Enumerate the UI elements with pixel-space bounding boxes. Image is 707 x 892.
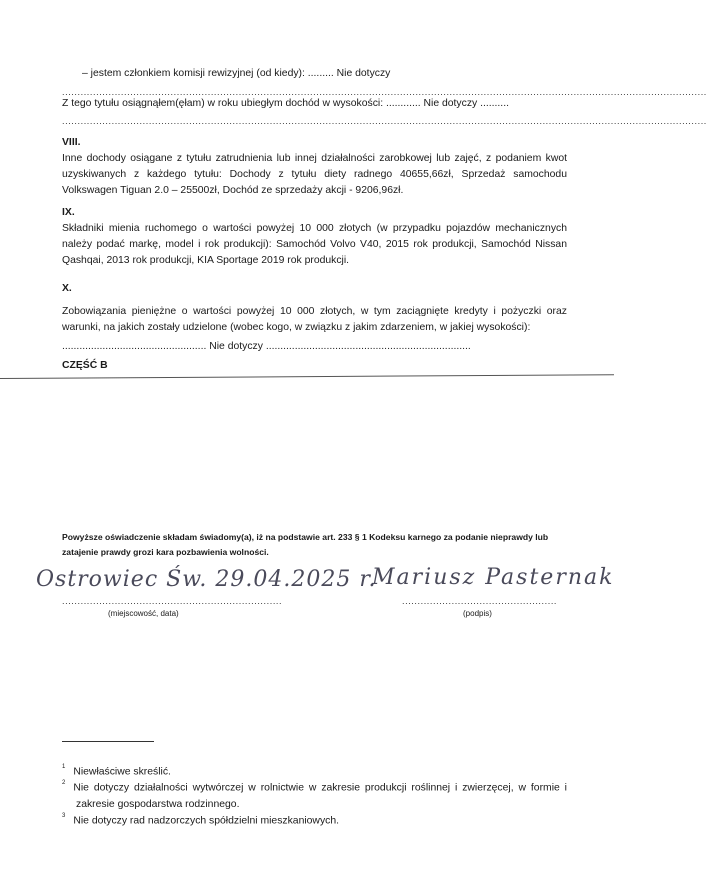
revision-member-line: – jestem członkiem komisji rewizyjnej (od kiedy): ......... Nie dotyczy (82, 68, 391, 79)
place-date-caption: (miejscowość, data) (108, 609, 179, 618)
section-x-body: Zobowiązania pieniężne o wartości powyżej 10 000 złotych, w tym zaciągnięte kredyty i pożyczki oraz warunki, na jakich zostały udzielone (wobec kogo, w związku z jakim zdarzeniem, w jakiej wysokości): (62, 306, 567, 333)
handwritten-place-date: Ostrowiec Św. 29.04.2025 r. (36, 567, 377, 592)
section-ix-body: Składniki mienia ruchomego o wartości powyżej 10 000 złotych (w przypadku pojazdów mechanicznych należy podać markę, model i rok produkcji): Samochód Volvo V40, 2015 rok produkcji, Samochód Nissan Qashqai, 2013 rok produkcji, KIA Sportage 2019 rok produkcji. (62, 223, 567, 266)
section-x-heading: X. (62, 283, 72, 294)
signature-caption: (podpis) (463, 609, 492, 618)
dotted-fill-line: ................................................................................................................................................................................................................ (62, 87, 707, 97)
section-x-answer: .................................................. Nie dotyczy ....................................................................... (62, 341, 471, 352)
dotted-fill-line: ................................................................................................................................................................................................................ (62, 116, 707, 126)
section-viii-body: Inne dochody osiągane z tytułu zatrudnienia lub innej działalności zarobkowej lub zajęć, z podaniem kwot uzyskiwanych z każdego tytułu: Dochody z tytułu diety radnego 40655,66zł, Sprzedaż samochodu Volkswagen Tiguan 2.0 – 25500zł, Dochód ze sprzedaży akcji - 9206,96zł. (62, 153, 567, 196)
footnote-2: $^2$ Nie dotyczy działalności wytwórczej w rolnictwie w zakresie produkcji roślinnej i zwierzęcej, w formie i zakresie gospodarstwa rodzinnego. (62, 780, 567, 810)
section-viii-heading: VIII. (62, 137, 81, 148)
place-date-dotted-line: ....................................................................... (62, 596, 283, 606)
footnote-3: $^3$ Nie dotyczy rad nadzorczych spółdzielni mieszkaniowych. (62, 813, 339, 827)
part-b-heading: CZĘŚĆ B (62, 360, 108, 371)
section-ix-heading: IX. (62, 207, 75, 218)
signature-dotted-line: .................................................. (402, 596, 558, 606)
declaration-text: Powyższe oświadczenie składam świadomy(a), iż na podstawie art. 233 § 1 Kodeksu karnego za podanie nieprawdy lub zatajenie prawdy grozi kara pozbawienia wolności. (62, 532, 549, 557)
footnote-1: $^1$ Niewłaściwe skreślić. (62, 764, 171, 778)
horizontal-divider (0, 374, 614, 379)
footnote-separator (62, 741, 154, 742)
handwritten-signature: Mariusz Pasternak (372, 565, 615, 590)
revision-income-line: Z tego tytułu osiągnąłem(ęłam) w roku ubiegłym dochód w wysokości: ............ Nie dotyczy .......... (62, 98, 509, 109)
